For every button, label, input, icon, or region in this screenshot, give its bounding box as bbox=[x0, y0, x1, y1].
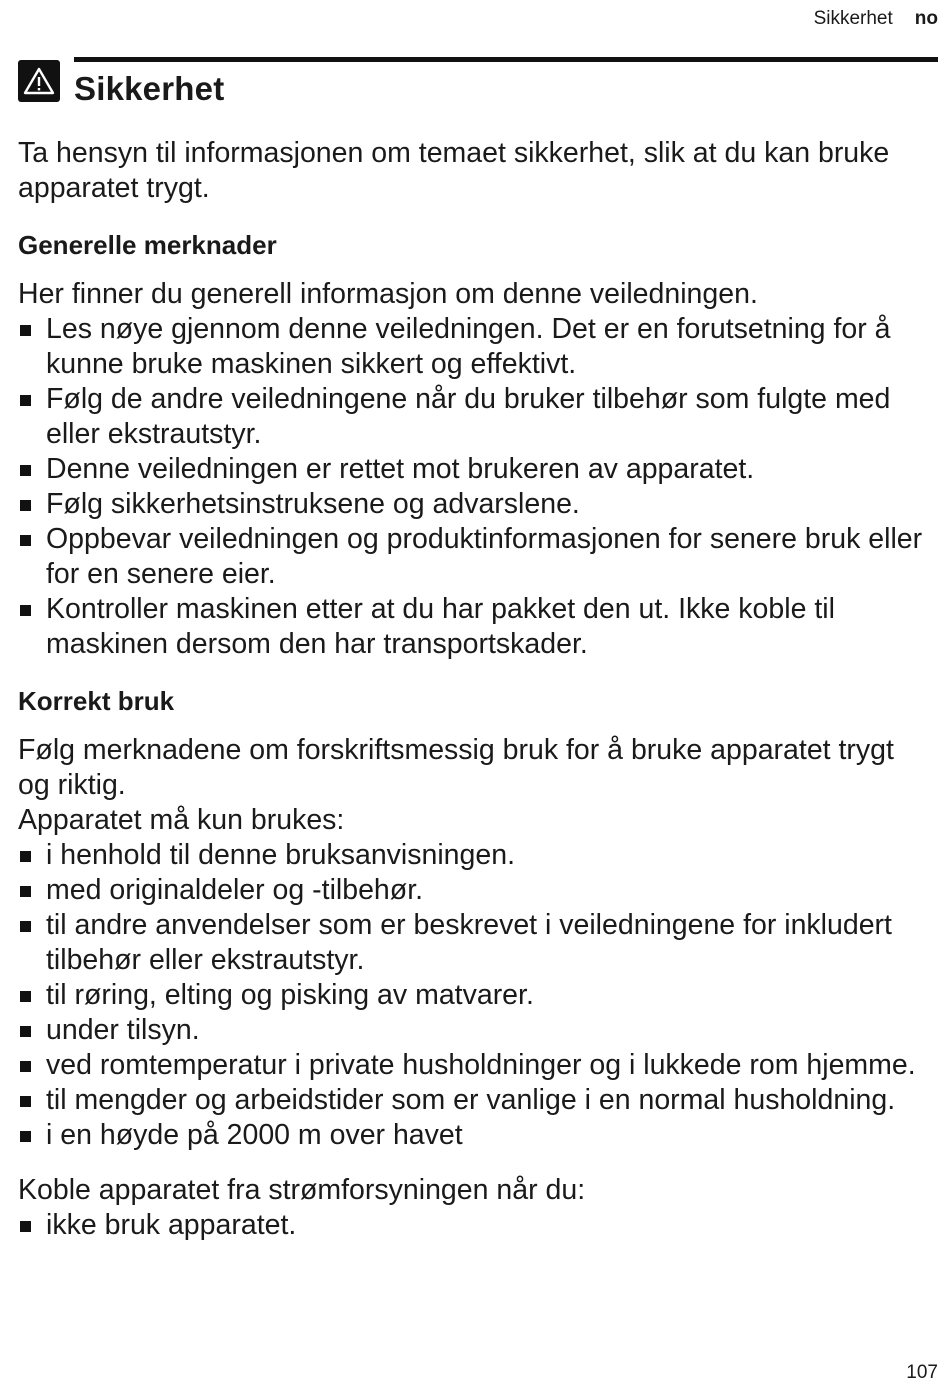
general-notes-lead: Her finner du generell informasjon om denne veiledningen. bbox=[18, 278, 758, 310]
list-item: Les nøye gjennom denne veiledningen. Det er en forutsetning for å kunne bruke maskinen sikkert og effektivt. bbox=[18, 312, 933, 382]
list-item: Kontroller maskinen etter at du har pakket den ut. Ikke koble til maskinen dersom den har transportskader. bbox=[18, 592, 933, 662]
correct-use-lead: Følg merknadene om forskriftsmessig bruk for å bruke apparatet trygt og riktig. bbox=[18, 734, 894, 801]
list-item: Følg de andre veiledningene når du bruker tilbehør som fulgte med eller ekstrautstyr. bbox=[18, 382, 933, 452]
header-rule bbox=[74, 57, 938, 62]
page-title: Sikkerhet bbox=[74, 70, 225, 107]
list-item: med originaldeler og -tilbehør. bbox=[18, 873, 933, 908]
list-item: i henhold til denne bruksanvisningen. bbox=[18, 838, 933, 873]
list-item: ved romtemperatur i private husholdninger og i lukkede rom hjemme. bbox=[18, 1048, 933, 1083]
list-item: ikke bruk apparatet. bbox=[18, 1208, 933, 1243]
running-header-language: no bbox=[914, 8, 938, 29]
list-item: til andre anvendelser som er beskrevet i veiledningene for inkludert tilbehør eller ekstrautstyr. bbox=[18, 908, 933, 978]
disconnect-list bbox=[18, 1208, 933, 1243]
general-notes-list bbox=[18, 312, 933, 662]
running-header-section: Sikkerhet bbox=[813, 8, 893, 29]
correct-use-lead-2: Apparatet må kun brukes: bbox=[18, 804, 345, 836]
list-item: under tilsyn. bbox=[18, 1013, 933, 1048]
disconnect-lead: Koble apparatet fra strømforsyningen når du: bbox=[18, 1174, 586, 1206]
list-item: til røring, elting og pisking av matvarer. bbox=[18, 978, 933, 1013]
main-content bbox=[18, 136, 933, 1243]
list-item: Følg sikkerhetsinstruksene og advarslene. bbox=[18, 487, 933, 522]
correct-use-list bbox=[18, 838, 933, 1153]
warning-triangle-icon bbox=[18, 60, 60, 102]
running-header bbox=[814, 8, 938, 30]
intro-paragraph: Ta hensyn til informasjonen om temaet sikkerhet, slik at du kan bruke apparatet trygt. bbox=[18, 137, 890, 204]
list-item: Oppbevar veiledningen og produktinformasjonen for senere bruk eller for en senere eier. bbox=[18, 522, 933, 592]
general-notes-heading: Generelle merknader bbox=[18, 230, 277, 260]
list-item: Denne veiledningen er rettet mot brukeren av apparatet. bbox=[18, 452, 933, 487]
page-number: 107 bbox=[906, 1362, 938, 1383]
list-item: i en høyde på 2000 m over havet bbox=[18, 1118, 933, 1153]
correct-use-heading: Korrekt bruk bbox=[18, 686, 175, 716]
list-item: til mengder og arbeidstider som er vanlige i en normal husholdning. bbox=[18, 1083, 933, 1118]
